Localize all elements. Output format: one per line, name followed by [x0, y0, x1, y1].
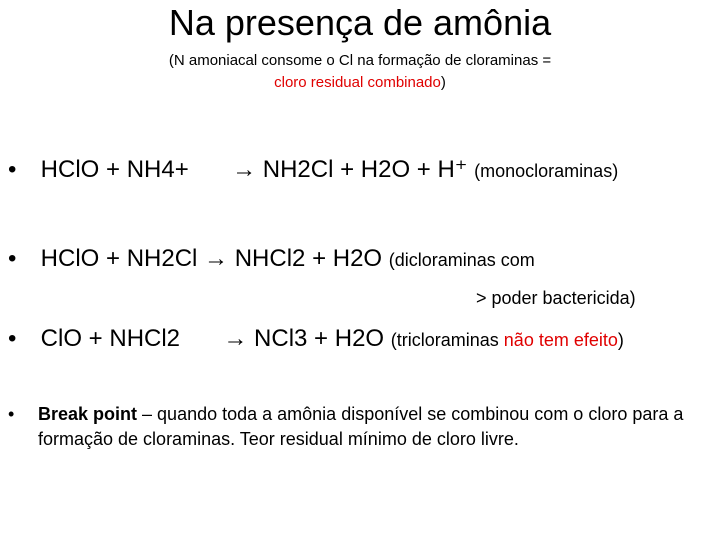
arrow-icon: →	[223, 325, 248, 352]
bullet-icon: •	[8, 404, 15, 424]
reaction-products: NCl3 + H2O	[254, 325, 385, 352]
bullet-icon: •	[8, 156, 17, 183]
reaction-note	[391, 330, 624, 350]
note-highlight: não tem efeito	[503, 330, 618, 350]
reaction-products: NHCl2 + H2O	[234, 245, 383, 272]
reaction-reactants: HClO + NH4+	[40, 156, 189, 183]
subtitle-highlight: cloro residual combinado	[274, 74, 441, 91]
reaction-reactants: HClO + NH2Cl	[40, 245, 198, 272]
break-point-term: Break point	[38, 404, 138, 424]
bullet-icon: •	[8, 325, 17, 352]
break-point-text	[38, 402, 688, 452]
reaction-note: (dicloraminas com	[388, 250, 535, 270]
reaction-products: NH2Cl + H2O + H⁺	[262, 156, 468, 183]
reaction-reactants: ClO + NHCl2	[40, 325, 181, 352]
reaction-monocloraminas	[8, 155, 618, 184]
arrow-icon: →	[204, 245, 229, 272]
arrow-icon: →	[232, 156, 257, 183]
break-point-body: – quando toda a amônia disponível se combinou com o cloro para a formação de cloraminas. Teor residual mínimo de cloro livre.	[38, 404, 684, 449]
note-open: (tricloraminas	[390, 330, 504, 350]
reaction-note: (monocloraminas)	[474, 161, 619, 181]
break-point-paragraph	[8, 402, 698, 452]
subtitle-close: )	[440, 74, 446, 91]
slide-title: Na presença de amônia	[168, 2, 552, 43]
reaction-note-line2: > poder bactericida)	[476, 288, 636, 308]
bullet-icon: •	[8, 245, 17, 272]
reaction-tricloraminas	[8, 325, 624, 353]
subtitle-text: (N amoniacal consome o Cl na formação de cloraminas =	[168, 52, 552, 69]
reaction-dicloraminas	[8, 245, 535, 273]
subtitle	[60, 50, 660, 94]
note-close: )	[617, 330, 624, 350]
